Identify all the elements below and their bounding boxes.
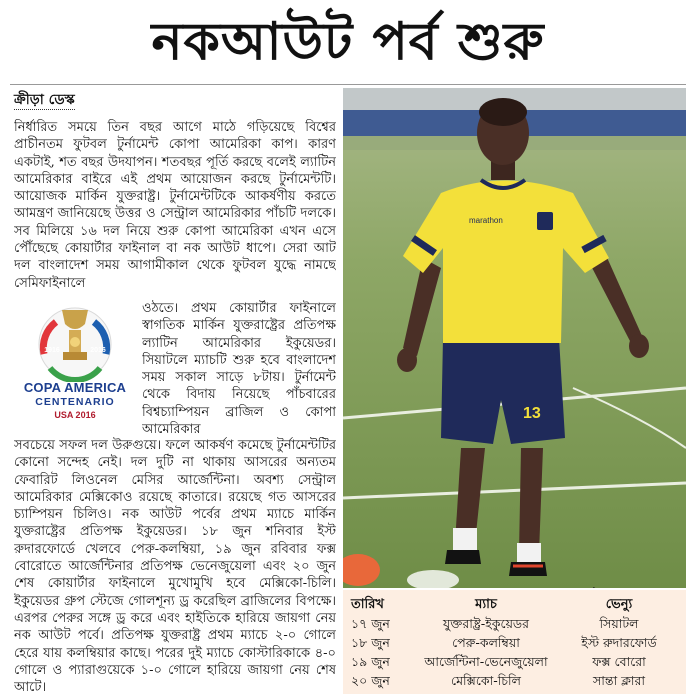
header-date: তারিখ	[351, 597, 384, 612]
article-paragraph-1: নির্ধারিত সময়ে তিন বছর আগে মাঠে গড়িয়েছে বিশ্বের প্রাচীনতম ফুটবল টুর্নামেন্ট কোপা আমেরিকা কাপ। কারণ একটাই, শত বছর উদযাপন। শতবছর পূর্তি করছে বলেই ল্যাটিন আমেরিকার বাইরে এই প্রথম আয়োজন করছে টুর্নামেন্টটি। আয়োজক মার্কিন যুক্তরাষ্ট্র। টুর্নামেন্টটিকে আকর্ষণীয় করতে আমন্ত্রণ জানিয়েছে উত্তর ও সেন্ট্রাল আমেরিকার পাঁচটি দলকে। সব মিলিয়ে ১৬ দল নিয়ে শুরু কোপা আমেরিকা এখন এসে পৌঁছেছে কোয়ার্টার ফাইনাল বা নক আউট ধাপে। সেরা আট দল বাংলাদেশ সময় আগামীকাল থেকে ফুটবল যুদ্ধে নামছে সেমিফাইনালে	[14, 120, 336, 291]
fixture-match: পেরু-কলম্বিয়া	[452, 635, 520, 650]
fixture-venue: ইস্ট রুদারফোর্ড	[581, 635, 657, 650]
logo-subtitle: CENTENARIO	[35, 396, 115, 408]
jersey-sponsor: marathon	[469, 216, 503, 225]
fixture-venue: সিয়াটল	[599, 616, 639, 631]
header-venue: ভেন্যু	[605, 597, 633, 612]
fixture-date: ১৮ জুন	[351, 635, 390, 650]
logo-year-right: 2016	[90, 347, 106, 354]
article-paragraph-2: ওঠতে। প্রথম কোয়ার্টার ফাইনালে স্বাগতিক মার্কিন যুক্তরাষ্ট্রের প্রতিপক্ষ ল্যাটিন আমেরিকার ইকুয়েডর। সিয়াটলে ম্যাচটি শুরু হবে বাংলাদেশ সময় সকাল সাড়ে ৮টায়। টুর্নামেন্ট থেকে বিদায় নিয়েছে পাঁচবারের বিশ্বচ্যাম্পিয়ন ব্রাজিল ও কোপা আমেরিকার	[142, 301, 336, 437]
desk-byline: ক্রীড়া ডেস্ক	[14, 88, 75, 110]
fixtures-header-row	[343, 595, 686, 614]
jersey-number: 13	[523, 405, 541, 422]
headline: নকআউট পর্ব শুরু	[151, 11, 545, 72]
fixture-date: ১৭ জুন	[351, 616, 390, 631]
player-photo	[343, 88, 686, 588]
footballer-illustration	[343, 88, 686, 588]
fixture-row	[343, 652, 686, 671]
logo-title: COPA AMERICA	[23, 380, 127, 395]
fixture-row	[343, 614, 686, 633]
fixture-date: ১৯ জুন	[351, 654, 390, 669]
fixture-match: মেক্সিকো-চিলি	[451, 673, 521, 688]
fixture-venue: সান্তা ক্লারা	[592, 673, 645, 688]
photo-caption	[518, 585, 668, 588]
fixture-date: ২০ জুন	[351, 673, 390, 688]
fixture-match: আর্জেন্টিনা-ভেনেজুয়েলা	[424, 654, 548, 669]
top-rule	[10, 84, 686, 85]
fixture-row	[343, 633, 686, 652]
article-paragraph-3: সবচেয়ে সফল দল উরুগুয়ে। ফলে আকর্ষণ কমেছে টুর্নামেন্টটির কোনো সন্দেহ নেই। দল দুটি না থাকায় আসরের অন্যতম ফেবারিট লিওনেল মেসির আর্জেন্টিনা। অবশ্য সেন্ট্রাল আমেরিকার মেক্সিকোও রয়েছে কাতারে। রয়েছে গত আসরের চ্যাম্পিয়ন চিলিও। নক আউট পর্বের প্রথম ম্যাচে মার্কিন যুক্তরাষ্ট্রের প্রতিপক্ষ ইকুয়েডর। ১৮ জুন শনিবার ইস্ট রুদারফোর্ডে খেলবে পেরু-কলম্বিয়া, ১৯ জুন রবিবার ফক্স বোরোতে আর্জেন্টিনার প্রতিপক্ষ ভেনেজুয়েলা এবং ২০ জুন শেষ কোয়ার্টার ফাইনালে মুখোমুখি হবে মেক্সিকো-চিলি। ইকুয়েডর গ্রুপ স্টেজে গোলশূন্য ড্র করেছিল ব্রাজিলের বিপক্ষে। এরপর পেরুর সঙ্গে ড্র করে এবং হাইতিকে হারিয়ে জায়গা নেয় নক আউট পর্বে। প্রতিপক্ষ যুক্তরাষ্ট্র প্রথম ম্যাচে ২-০ গোলে হেরে যায় কলম্বিয়ার কাছে। পরের দুই ম্যাচে কোস্টারিকাকে ৪-০ গোলে ও প্যারাগুয়েকে ১-০ গোলে হারিয়ে জায়গা নেয় শেষ আটে।	[14, 438, 336, 695]
caption-line-1	[518, 585, 668, 588]
header-match: ম্যাচ	[475, 597, 497, 612]
fixture-venue: ফক্স বোরো	[592, 654, 646, 669]
trophy-emblem-icon	[14, 302, 136, 382]
logo-year-left: 1916	[44, 347, 60, 354]
fixture-match: যুক্তরাষ্ট্র-ইকুয়েডর	[442, 616, 530, 631]
logo-edition: USA 2016	[54, 410, 96, 420]
copa-america-logo	[14, 302, 136, 430]
fixtures-table	[343, 590, 686, 694]
fixture-row	[343, 671, 686, 690]
